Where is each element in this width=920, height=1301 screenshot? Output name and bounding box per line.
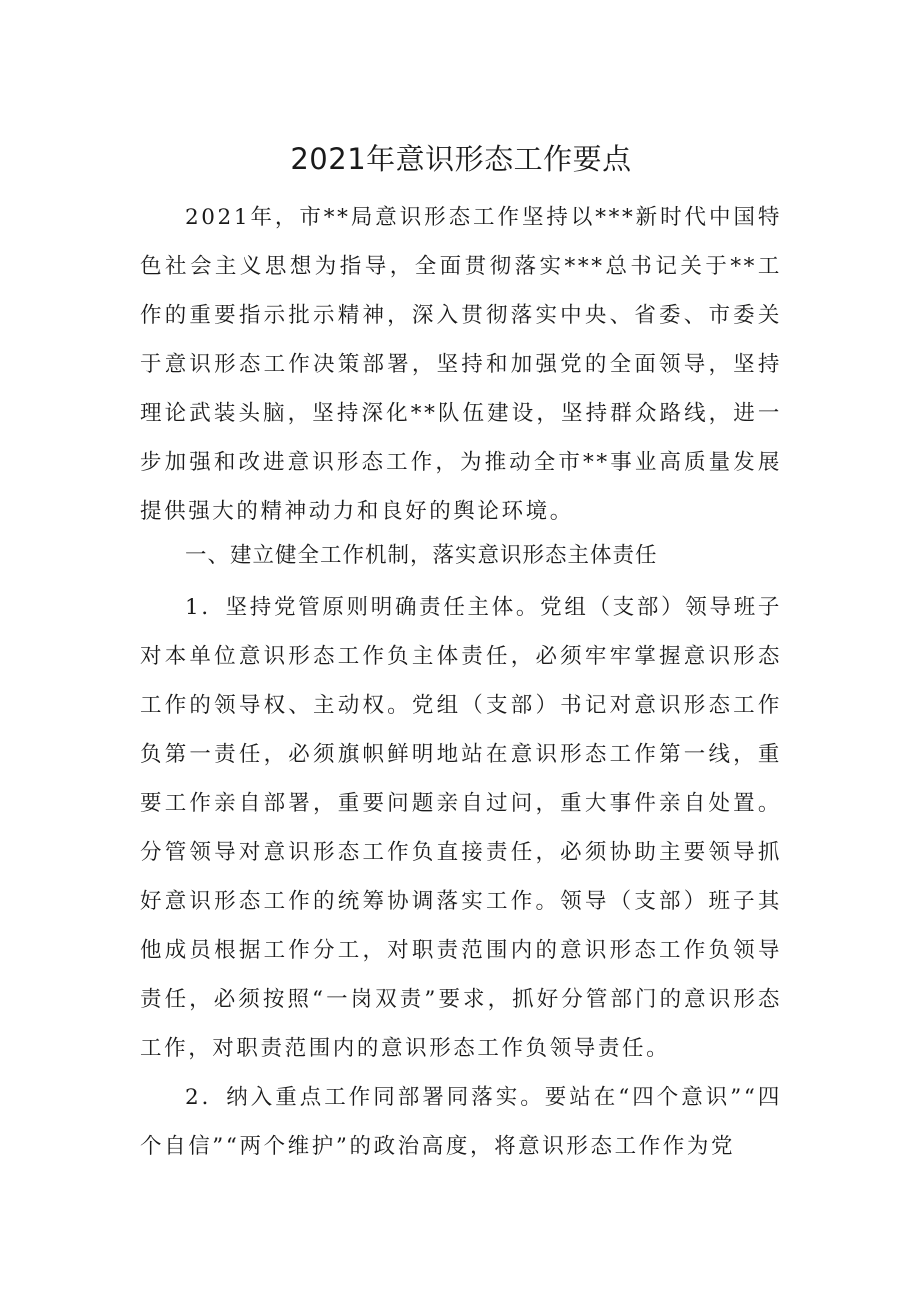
section-item-2-paragraph: 2．纳入重点工作同部署同落实。要站在“四个意识”“四个自信”“两个维护”的政治高度，将意识形态工作作为党 — [140, 1085, 782, 1159]
document-title: 2021年意识形态工作要点 — [290, 142, 632, 176]
section-heading: 一、建立健全工作机制，落实意识形态主体责任 — [185, 543, 658, 568]
intro-paragraph: 2021年，市**局意识形态工作坚持以***新时代中国特色社会主义思想为指导，全面贯彻落实***总书记关于**工作的重要指示批示精神，深入贯彻落实中央、省委、市委关于意识形态工作决策部署，坚持和加强党的全面领导，坚持理论武装头脑，坚持深化**队伍建设，坚持群众路线，进一步加强和改进意识形态工作，为推动全市**事业高质量发展提供强大的精神动力和良好的舆论环境。 — [140, 205, 782, 524]
section-item-1-paragraph: 1．坚持党管原则明确责任主体。党组（支部）领导班子对本单位意识形态工作负主体责任，必须牢牢掌握意识形态工作的领导权、主动权。党组（支部）书记对意识形态工作负第一责任，必须旗帜鲜明地站在意识形态工作第一线，重要工作亲自部署，重要问题亲自过问，重大事件亲自处置。分管领导对意识形态工作负直接责任，必须协助主要领导抓好意识形态工作的统筹协调落实工作。领导（支部）班子其他成员根据工作分工，对职责范围内的意识形态工作负领导责任，必须按照“一岗双责”要求，抓好分管部门的意识形态工作，对职责范围内的意识形态工作负领导责任。 — [140, 595, 782, 1061]
